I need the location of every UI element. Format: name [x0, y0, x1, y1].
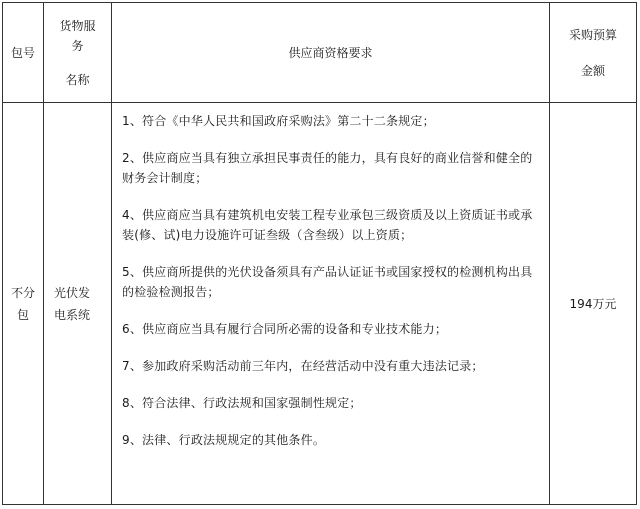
- requirements-table: [2, 2, 637, 505]
- requirement-item: 2、供应商应当具有独立承担民事责任的能力，具有良好的商业信誉和健全的财务会计制度；: [122, 151, 533, 185]
- budget-value: 194万元: [569, 297, 617, 311]
- item-name-line1: 光伏发: [54, 285, 91, 300]
- requirement-item: 5、供应商所提供的光伏设备须具有产品认证证书或国家授权的检测机构出具的检验检测报告；: [122, 265, 533, 299]
- header-budget: [550, 3, 637, 103]
- header-budget-line1: 采购预算: [568, 27, 617, 42]
- requirement-item: 6、供应商应当具有履行合同所必需的设备和专业技术能力；: [122, 322, 448, 336]
- requirement-item: 8、符合法律、行政法规和国家强制性规定；: [122, 396, 362, 410]
- header-row: [3, 3, 637, 103]
- package-no-line1: 不分: [10, 285, 35, 300]
- budget-cell: [550, 103, 637, 505]
- header-goods-name-line3: 名称: [65, 72, 90, 87]
- table-row: [3, 103, 637, 505]
- header-goods-name: [44, 3, 112, 103]
- requirement-item: 7、参加政府采购活动前三年内，在经营活动中没有重大违法记录；: [122, 359, 484, 373]
- requirement-item: 4、供应商应当具有建筑机电安装工程专业承包三级资质及以上资质证书或承装(修、试)电力设施许可证叁级（含叁级）以上资质；: [122, 208, 533, 242]
- header-package-no-label: 包号: [10, 45, 35, 60]
- header-goods-name-line2: 务: [71, 38, 84, 53]
- requirements-cell: [112, 103, 550, 505]
- requirement-item: 9、法律、行政法规规定的其他条件。: [122, 433, 326, 447]
- header-requirements: [112, 3, 550, 103]
- header-package-no: [3, 3, 44, 103]
- header-requirements-label: 供应商资格要求: [288, 45, 373, 60]
- item-name-line2: 电系统: [54, 307, 91, 322]
- header-budget-line2: 金额: [580, 63, 605, 78]
- header-goods-name-line1: 货物服: [59, 18, 96, 33]
- requirement-item: 1、符合《中华人民共和国政府采购法》第二十二条规定；: [122, 114, 435, 128]
- package-no-line2: 包: [16, 307, 29, 322]
- package-no-cell: [3, 103, 44, 505]
- item-name-cell: [44, 103, 112, 505]
